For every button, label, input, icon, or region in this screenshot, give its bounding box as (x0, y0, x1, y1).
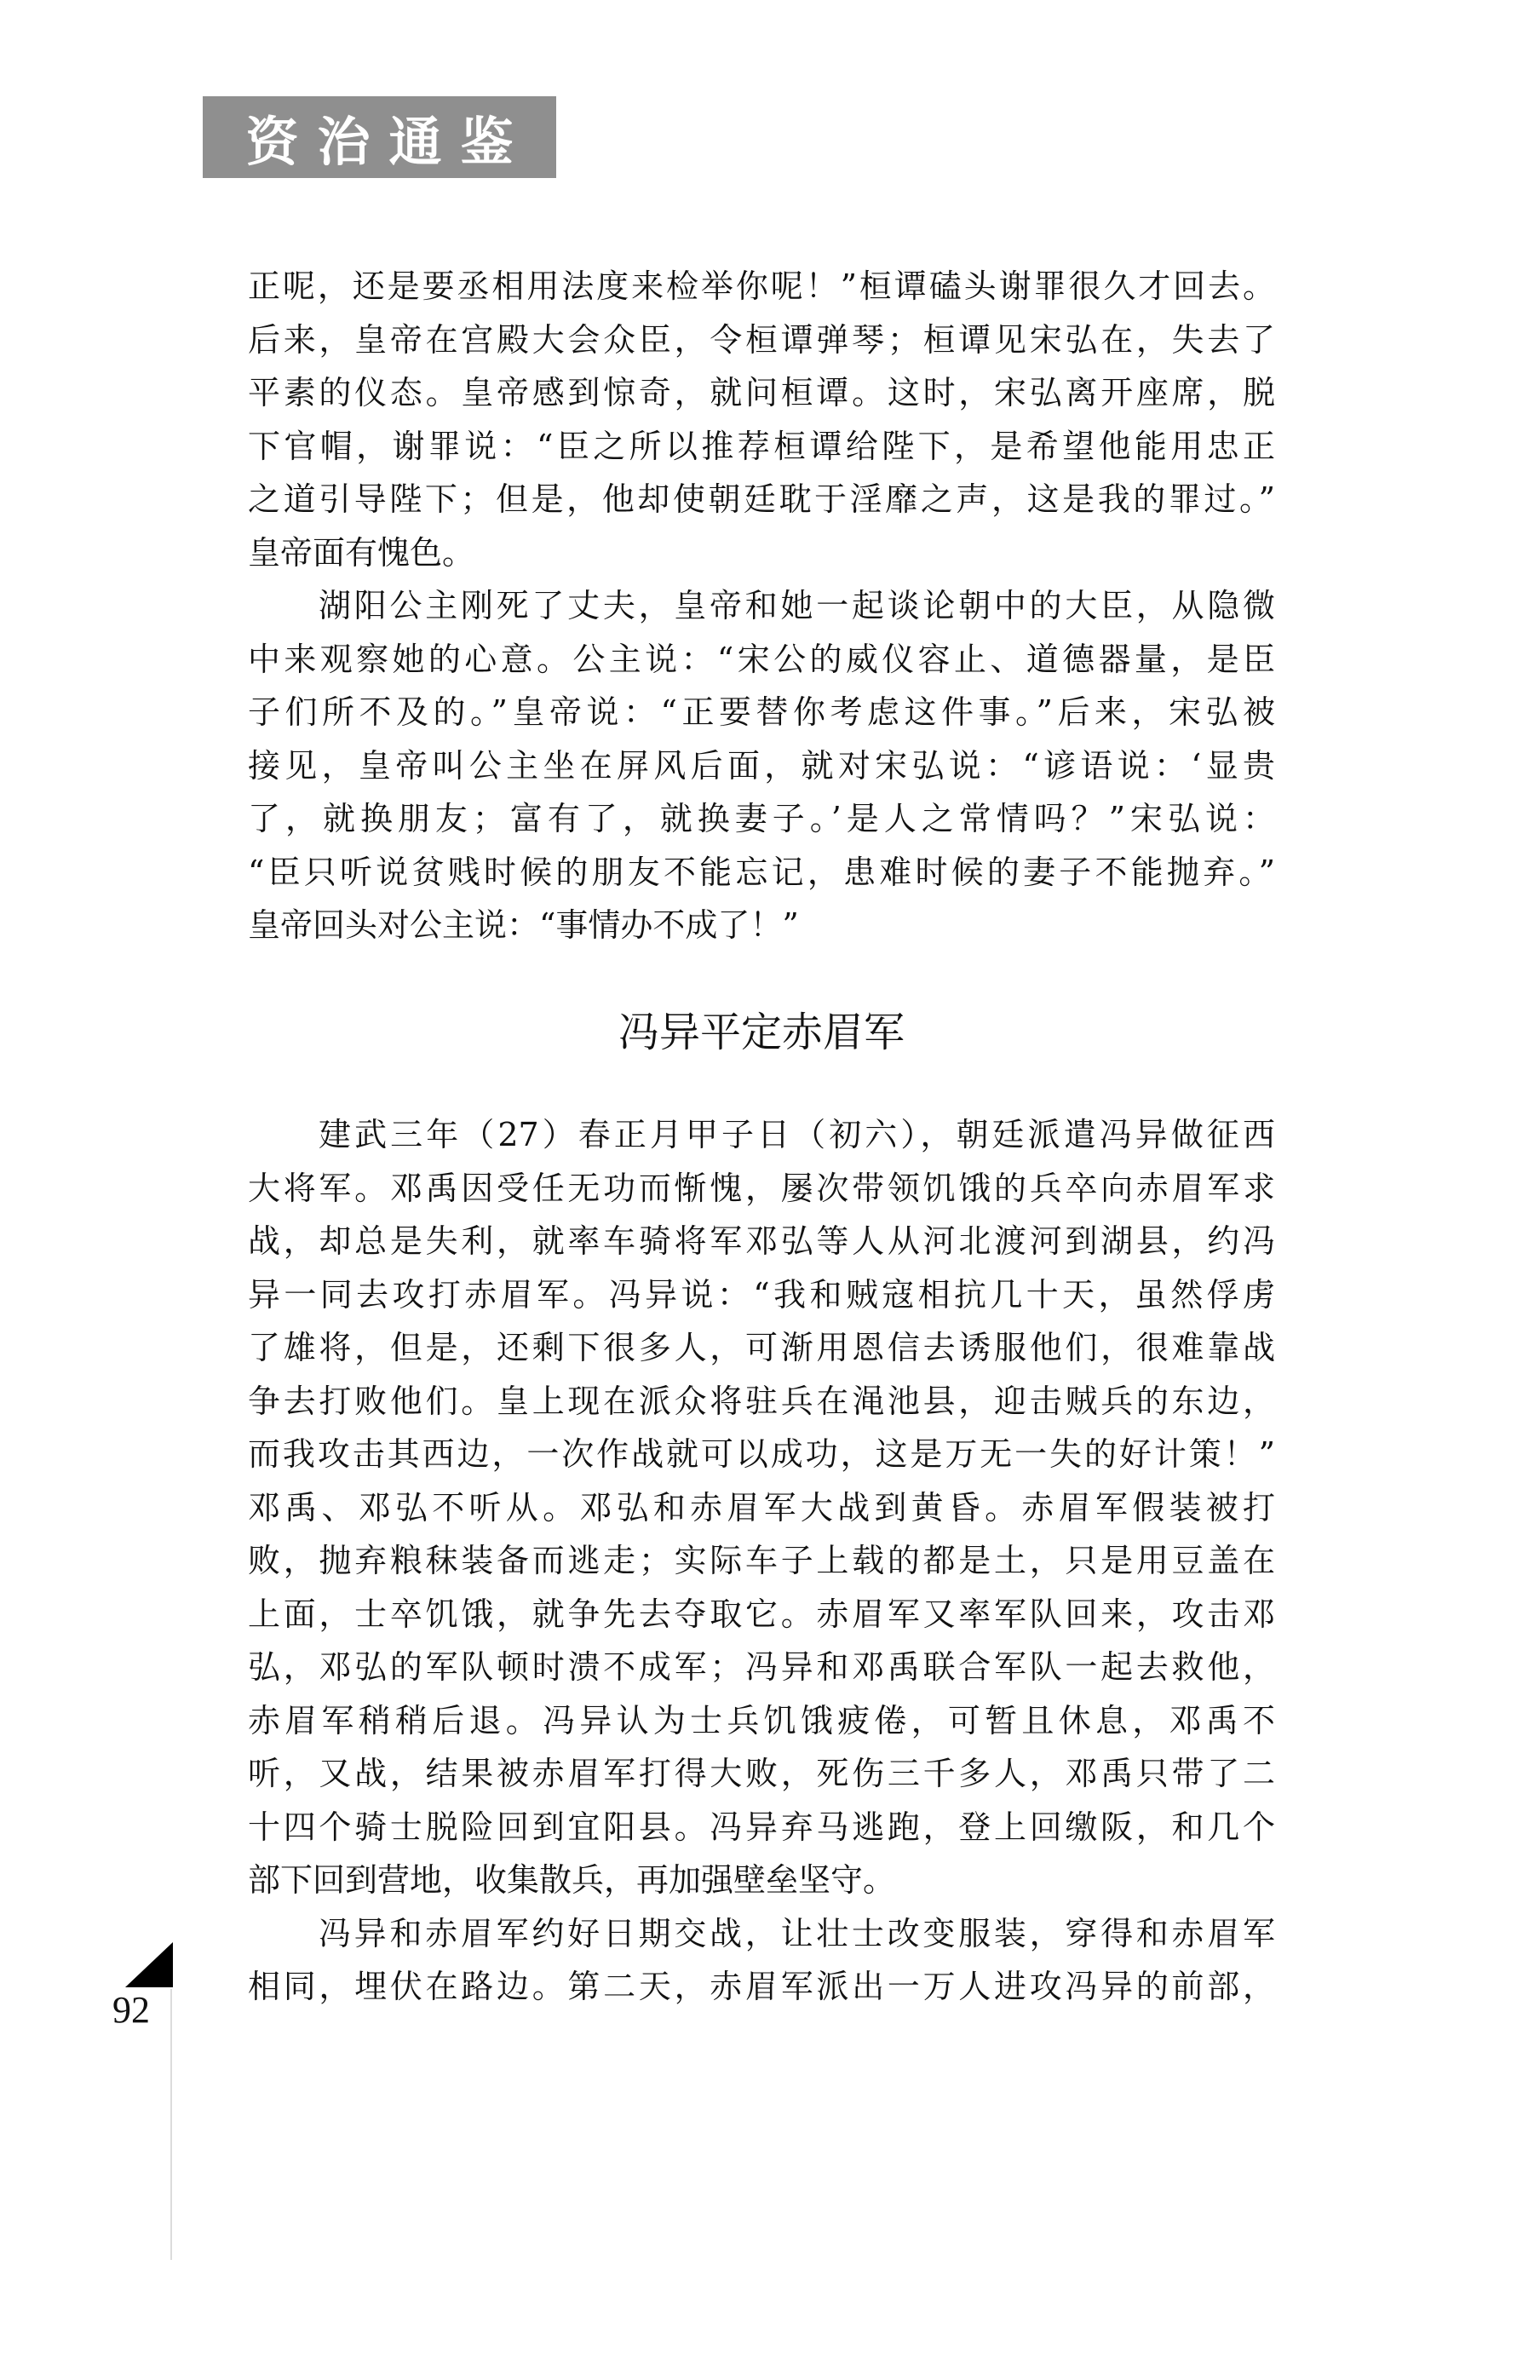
text-line: 战，却总是失利，就率车骑将军邓弘等人从河北渡河到湖县，约冯 (248, 1222, 1275, 1260)
text-line: 十四个骑士脱险回到宜阳县。冯异弃马逃跑，登上回缴阪，和几个 (248, 1808, 1275, 1846)
section-1-text (248, 260, 1275, 952)
text-line: 下官帽，谢罪说：“臣之所以推荐桓谭给陛下，是希望他能用忠正 (248, 427, 1275, 465)
page-corner-triangle-icon (125, 1942, 173, 1987)
text-line: 冯异和赤眉军约好日期交战，让壮士改变服装，穿得和赤眉军 (319, 1914, 1275, 1952)
text-line: 相同，埋伏在路边。第二天，赤眉军派出一万人进攻冯异的前部， (248, 1968, 1275, 2005)
paragraph (248, 579, 1275, 952)
text-line: 湖阳公主刚死了丈夫，皇帝和她一起谈论朝中的大臣，从隐微 (319, 587, 1275, 624)
book-title-banner (203, 96, 556, 178)
paragraph (248, 260, 1275, 579)
text-line: 听，又战，结果被赤眉军打得大败，死伤三千多人，邓禹只带了二 (248, 1755, 1275, 1792)
text-line: 争去打败他们。皇上现在派众将驻兵在渑池县，迎击贼兵的东边， (248, 1382, 1275, 1420)
text-line: 中来观察她的心意。公主说：“宋公的威仪容止、道德器量，是臣 (248, 640, 1275, 678)
text-line: 异一同去攻打赤眉军。冯异说：“我和贼寇相抗几十天，虽然俘虏 (248, 1275, 1275, 1314)
text-line: 平素的仪态。皇帝感到惊奇，就问桓谭。这时，宋弘离开座席，脱 (248, 374, 1275, 411)
text-line: 而我攻击其西边，一次作战就可以成功，这是万无一失的好计策！” (248, 1435, 1275, 1473)
text-line: 建武三年（27）春正月甲子日（初六），朝廷派遣冯异做征西 (319, 1116, 1275, 1153)
text-line: 败，抛弃粮秣装备而逃走；实际车子上载的都是土，只是用豆盖在 (248, 1542, 1275, 1579)
text-line: 皇帝回头对公主说：“事情办不成了！” (248, 906, 799, 944)
text-line: 皇帝面有愧色。 (248, 533, 475, 572)
section-2-text (248, 1108, 1275, 2014)
paragraph (248, 1907, 1275, 2014)
text-line: 子们所不及的。”皇帝说：“正要替你考虑这件事。”后来，宋弘被 (248, 693, 1275, 731)
text-line: 接见，皇帝叫公主坐在屏风后面，就对宋弘说：“谚语说：‘显贵 (248, 746, 1275, 785)
book-title: 资治通鉴 (245, 110, 532, 173)
text-line: 正呢，还是要丞相用法度来检举你呢！”桓谭磕头谢罪很久才回去。 (248, 267, 1275, 305)
text-line: 了雄将，但是，还剩下很多人，可渐用恩信去诱服他们，很难靠战 (248, 1329, 1275, 1366)
text-line: 大将军。邓禹因受任无功而惭愧，屡次带领饥饿的兵卒向赤眉军求 (248, 1169, 1275, 1207)
section-title: 冯异平定赤眉军 (618, 1009, 905, 1056)
text-line: 后来，皇帝在宫殿大会众臣，令桓谭弹琴；桓谭见宋弘在，失去了 (248, 320, 1275, 359)
text-line: 邓禹、邓弘不听从。邓弘和赤眉军大战到黄昏。赤眉军假装被打 (248, 1488, 1275, 1526)
text-line: 弘，邓弘的军队顿时溃不成军；冯异和邓禹联合军队一起去救他， (248, 1648, 1275, 1686)
paragraph (248, 1108, 1275, 1907)
text-line: 了，就换朋友；富有了，就换妻子。’是人之常情吗？”宋弘说： (248, 800, 1275, 837)
page-number: 92 (112, 1989, 150, 2031)
margin-divider (170, 1989, 172, 2260)
text-line: 部下回到营地，收集散兵，再加强壁垒坚守。 (248, 1861, 896, 1899)
text-line: “臣只听说贫贱时候的朋友不能忘记，患难时候的妻子不能抛弃。” (248, 853, 1275, 891)
text-line: 赤眉军稍稍后退。冯异认为士兵饥饿疲倦，可暂且休息，邓禹不 (248, 1701, 1275, 1739)
text-line: 上面，士卒饥饿，就争先去夺取它。赤眉军又率军队回来，攻击邓 (248, 1595, 1275, 1633)
text-line: 之道引导陛下；但是，他却使朝廷耽于淫靡之声，这是我的罪过。” (248, 480, 1275, 518)
